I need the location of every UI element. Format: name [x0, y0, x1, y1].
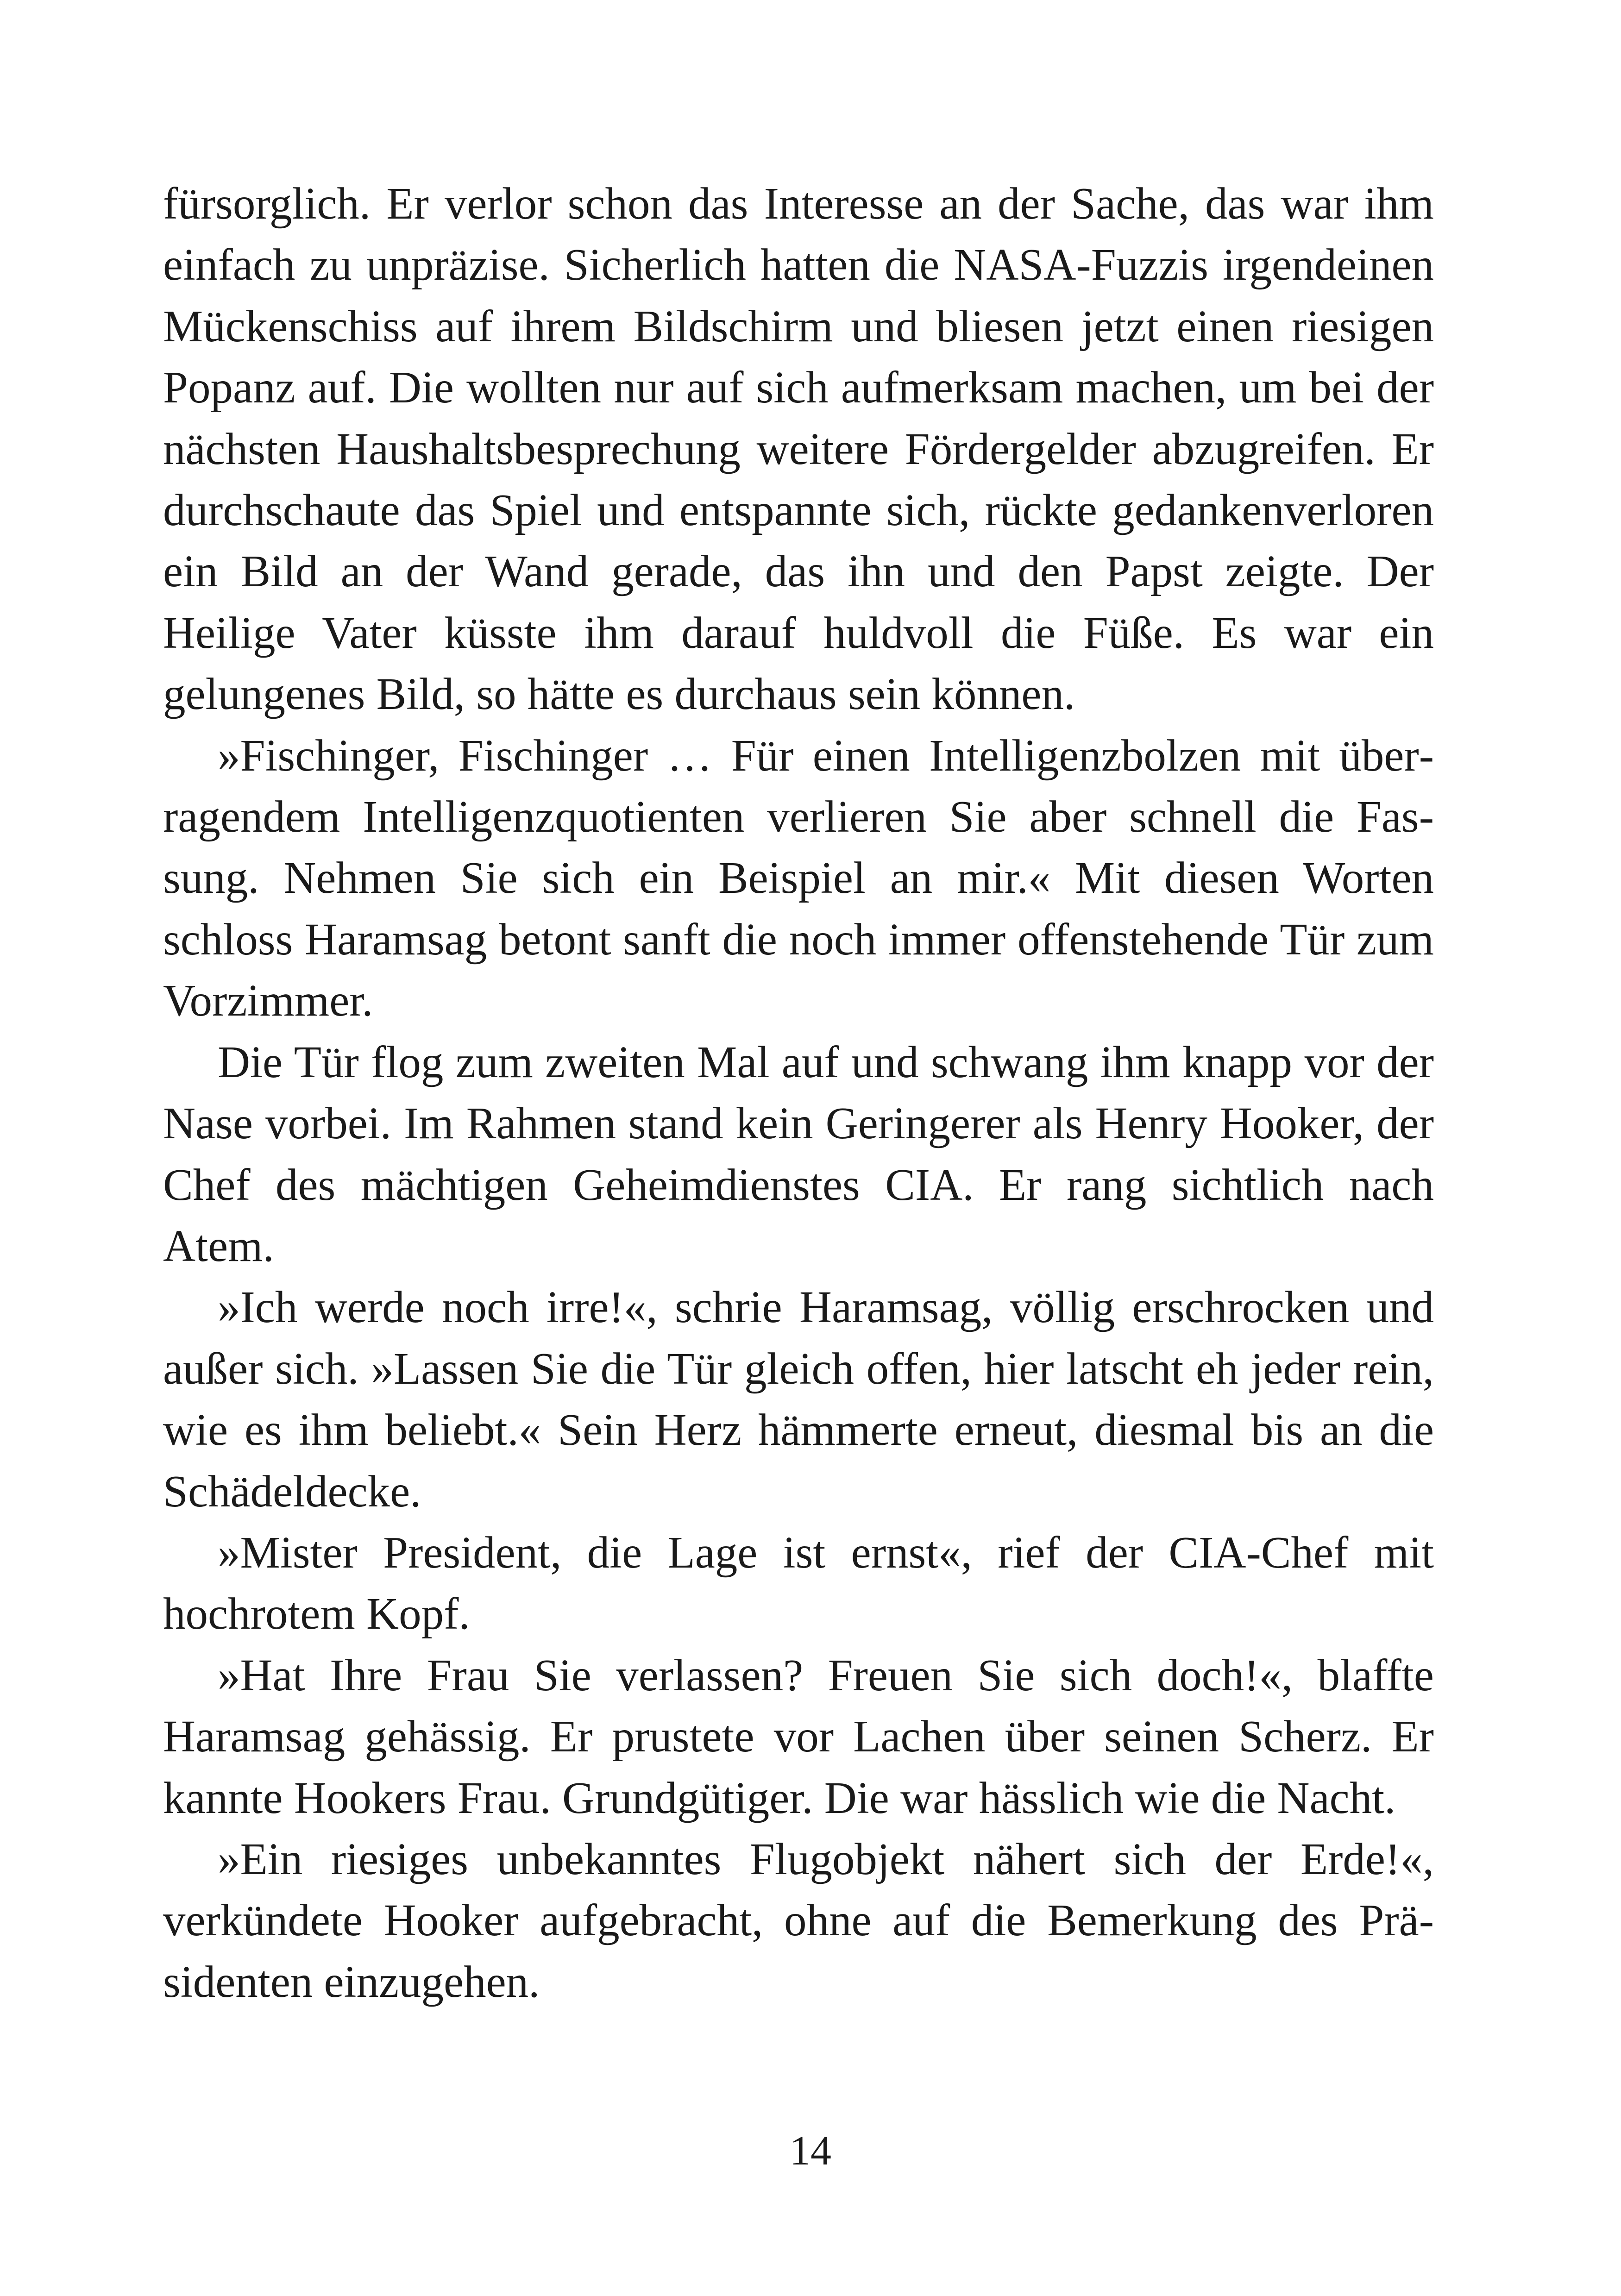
paragraph-door: Die Tür flog zum zweiten Mal auf und schwang ihm knapp vor der Nase vorbei. Im Rahmen stand kein Geringerer als Henry Hooker, der Chef des mächtigen Geheimdienstes CIA. Er rang sichtlich nach Atem.: [163, 1037, 1434, 1271]
paragraph-flugobjekt: »Ein riesiges unbekanntes Flugobjekt nähert sich der Erde!«, verkündete Hooker aufgebracht, ohne auf die Bemerkung des Präsidenten einzugehen.: [163, 1834, 1434, 2007]
paragraph-continuation: fürsorglich. Er verlor schon das Interesse an der Sache, das war ihm einfach zu unpräzise. Sicherlich hatten die NASA-Fuzzis irgendeinen Mückenschiss auf ihrem Bildschirm und bliesen jetzt einen riesigen Popanz auf. Die wollten nur auf sich aufmerksam machen, um bei der nächsten Haushaltsbesprechung weitere Fördergelder abzugreifen. Er durchschaute das Spiel und entspannte sich, rückte gedankenverloren ein Bild an der Wand gerade, das ihn und den Papst zeigte. Der Heilige Vater küsste ihm darauf huldvoll die Füße. Es war ein gelungenes Bild, so hätte es durchaus sein können.: [163, 179, 1434, 719]
body-text: [163, 173, 1434, 2013]
paragraph-president: »Mister President, die Lage ist ernst«, rief der CIA-Chef mit hochrotem Kopf.: [163, 1527, 1434, 1639]
paragraph-frau: »Hat Ihre Frau Sie verlassen? Freuen Sie sich doch!«, blaffte Haramsag gehässig. Er prustete vor Lachen über seinen Scherz. Er kannte Hookers Frau. Grundgütiger. Die war hässlich wie die Nacht.: [163, 1650, 1434, 1823]
paragraph-irre: »Ich werde noch irre!«, schrie Haramsag, völlig erschrocken und außer sich. »Lassen Sie die Tür gleich offen, hier latscht eh jeder rein, wie es ihm beliebt.« Sein Herz hämmerte erneut, diesmal bis an die Schädeldecke.: [163, 1282, 1434, 1516]
paragraph-fischinger: »Fischinger, Fischinger … Für einen Intelligenzbolzen mit überragendem Intelligenzquotienten verlieren Sie aber schnell die Fassung. Nehmen Sie sich ein Beispiel an mir.« Mit diesen Worten schloss Haramsag betont sanft die noch immer offenstehende Tür zum Vorzimmer.: [163, 730, 1434, 1026]
page-number: 14: [790, 2128, 831, 2174]
